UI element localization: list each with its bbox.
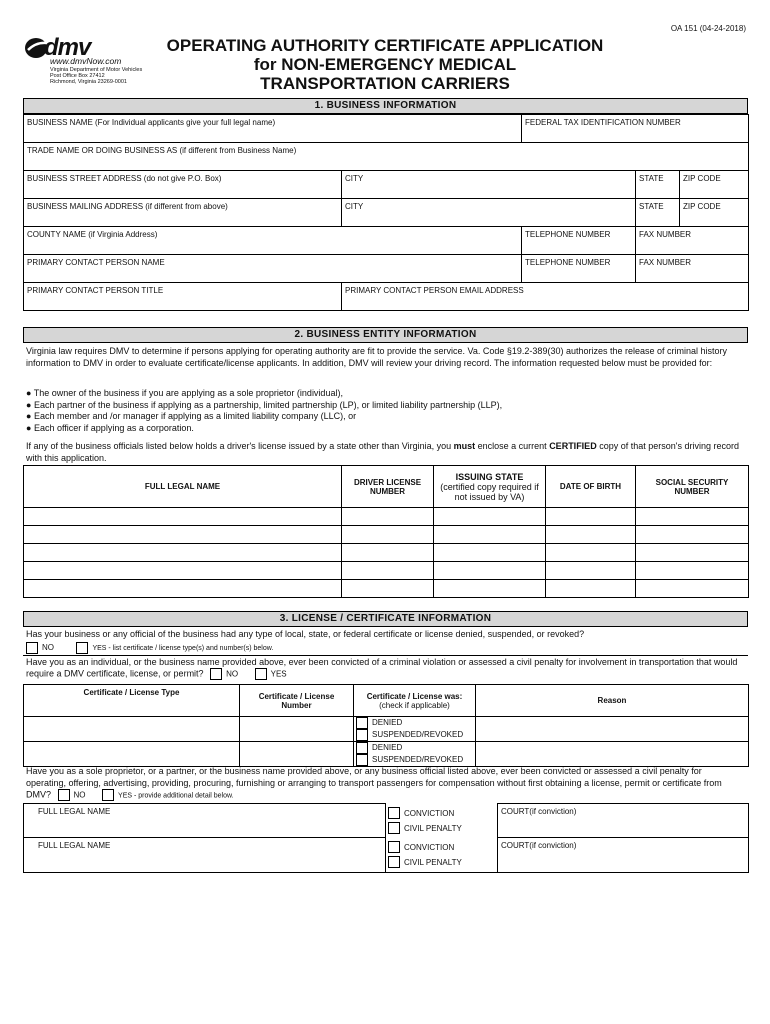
penalty-type-cell — [386, 804, 498, 838]
logo-word: dmv — [44, 34, 91, 61]
state-field[interactable]: STATE — [636, 171, 680, 199]
logo-line-3: Richmond, Virginia 23269-0001 — [50, 79, 127, 85]
certificate-was-label: Certificate / License was: — [366, 691, 463, 701]
bullet-text: Each member and /or manager if applying as a limited liability company (LLC), or — [33, 411, 357, 421]
col-certificate-number: Certificate / License Number — [240, 685, 354, 717]
note-text: If any of the business officials listed below holds a driver's license issued by a state other than Virginia, you — [26, 441, 454, 451]
conviction-table — [23, 803, 749, 873]
ssn-cell[interactable] — [636, 526, 749, 544]
table-row — [24, 742, 749, 767]
dob-cell[interactable] — [546, 526, 636, 544]
question-3-text: Have you as a sole proprietor, or a partner, or the business name provided above, or any business official listed above, ever been convicted or assessed a civil penalty for operating, offering, advertising, providing, procuring, furnishing or arranging to transport passengers for compensation without first obtaining a license, permit or certificate from DMV? — [26, 766, 722, 800]
note-text: enclose a current — [475, 441, 550, 451]
fein-field[interactable]: FEDERAL TAX IDENTIFICATION NUMBER — [522, 115, 749, 143]
q2-yes-checkbox[interactable] — [255, 668, 267, 680]
name-cell[interactable] — [24, 526, 342, 544]
divider — [23, 655, 748, 656]
table-row — [24, 838, 749, 873]
col-certificate-was — [354, 685, 476, 717]
col-ssn: SOCIAL SECURITY NUMBER — [636, 466, 749, 508]
note-certified: CERTIFIED — [549, 441, 597, 451]
contact-telephone-field[interactable]: TELEPHONE NUMBER — [522, 255, 636, 283]
dl-cell[interactable] — [342, 544, 434, 562]
business-name-field[interactable]: BUSINESS NAME (For Individual applicants give your full legal name) — [24, 115, 522, 143]
bullet-text: Each partner of the business if applying as a partnership, limited partnership (LP), or limited liability partnership (LLP), — [33, 399, 503, 410]
mailing-zip-field[interactable]: ZIP CODE — [680, 199, 749, 227]
dl-cell[interactable] — [342, 526, 434, 544]
denied-label: DENIED — [372, 718, 403, 728]
officials-table — [23, 465, 749, 598]
mailing-address-field[interactable]: BUSINESS MAILING ADDRESS (if different from above) — [24, 199, 342, 227]
q2-no-label: NO — [226, 669, 239, 679]
dob-cell[interactable] — [546, 562, 636, 580]
state-cell[interactable] — [434, 526, 546, 544]
issuing-state-label: ISSUING STATE — [455, 471, 524, 482]
q2-yes-label: YES — [270, 669, 287, 679]
dl-cell[interactable] — [342, 580, 434, 598]
logo-site: www.dmvNow.com — [50, 56, 122, 66]
section-1-heading: 1. BUSINESS INFORMATION — [23, 98, 748, 114]
conviction-checkbox[interactable] — [388, 807, 400, 819]
telephone-field[interactable]: TELEPHONE NUMBER — [522, 227, 636, 255]
suspended-label: SUSPENDED/REVOKED — [372, 730, 464, 740]
col-certificate-type: Certificate / License Type — [24, 685, 240, 717]
civil-penalty-label: CIVIL PENALTY — [404, 857, 462, 867]
bullet-text: Each officer if applying as a corporation. — [33, 422, 194, 433]
denied-checkbox[interactable] — [356, 742, 368, 754]
bullet-item: ● Each member and /or manager if applying as a limited liability company (LLC), or — [26, 411, 357, 421]
ssn-cell[interactable] — [636, 562, 749, 580]
county-field[interactable]: COUNTY NAME (if Virginia Address) — [24, 227, 522, 255]
question-3 — [26, 766, 744, 802]
denied-checkbox[interactable] — [356, 717, 368, 729]
reason-cell[interactable] — [476, 742, 749, 767]
contact-email-field[interactable]: PRIMARY CONTACT PERSON EMAIL ADDRESS — [342, 283, 749, 311]
number-cell[interactable] — [240, 717, 354, 742]
state-cell[interactable] — [434, 544, 546, 562]
logo-line-1: Virginia Department of Motor Vehicles — [50, 67, 143, 73]
full-legal-name-field[interactable]: FULL LEGAL NAME — [24, 804, 386, 838]
ssn-cell[interactable] — [636, 544, 749, 562]
mailing-state-field[interactable]: STATE — [636, 199, 680, 227]
form-number: OA 151 (04-24-2018) — [670, 24, 746, 33]
dl-cell[interactable] — [342, 562, 434, 580]
entity-bullet-list — [26, 388, 744, 434]
suspended-checkbox[interactable] — [356, 754, 368, 766]
suspended-label: SUSPENDED/REVOKED — [372, 755, 464, 765]
col-reason: Reason — [476, 685, 749, 717]
fax-field[interactable]: FAX NUMBER — [636, 227, 749, 255]
q3-yes-label: YES - provide additional detail below. — [118, 792, 234, 800]
conviction-checkbox[interactable] — [388, 841, 400, 853]
page-title — [150, 36, 620, 93]
col-driver-license: DRIVER LICENSE NUMBER — [342, 466, 434, 508]
table-row — [24, 562, 749, 580]
mailing-city-field[interactable]: CITY — [342, 199, 636, 227]
status-cell — [354, 742, 476, 767]
civil-penalty-label: CIVIL PENALTY — [404, 823, 462, 833]
note-must: must — [453, 441, 476, 451]
dob-cell[interactable] — [546, 580, 636, 598]
table-row — [24, 580, 749, 598]
table-row — [24, 544, 749, 562]
state-cell[interactable] — [434, 508, 546, 526]
dob-cell[interactable] — [546, 544, 636, 562]
q1-yes-checkbox[interactable] — [76, 642, 88, 654]
conviction-label: CONVICTION — [404, 842, 455, 852]
question-1-options — [26, 642, 744, 655]
court-field[interactable]: COURT(if conviction) — [498, 804, 749, 838]
col-issuing-state — [434, 466, 546, 508]
name-cell[interactable] — [24, 508, 342, 526]
business-info-table — [23, 114, 749, 311]
ssn-cell[interactable] — [636, 580, 749, 598]
civil-penalty-checkbox[interactable] — [388, 856, 400, 868]
dob-cell[interactable] — [546, 508, 636, 526]
city-field[interactable]: CITY — [342, 171, 636, 199]
bullet-text: The owner of the business if you are applying as a sole proprietor (individual), — [33, 388, 343, 398]
full-legal-name-field[interactable]: FULL LEGAL NAME — [24, 838, 386, 873]
bullet-item: ● The owner of the business if you are applying as a sole proprietor (individual), — [26, 388, 343, 398]
trade-name-field[interactable]: TRADE NAME OR DOING BUSINESS AS (if different from Business Name) — [24, 143, 749, 171]
name-cell[interactable] — [24, 562, 342, 580]
issuing-state-note: (certified copy required if not issued by VA) — [440, 481, 539, 502]
bullet-item: ● Each partner of the business if applying as a partnership, limited partnership (LP), or limited liability partnership (LLP), — [26, 399, 503, 410]
q1-no-label: NO — [42, 643, 54, 653]
number-cell[interactable] — [240, 742, 354, 767]
question-1: Has your business or any official of the business had any type of local, state, or federal certificate or license denied, suspended, or revoked? — [26, 629, 585, 639]
dl-cell[interactable] — [342, 508, 434, 526]
q3-no-label: NO — [73, 790, 86, 800]
contact-title-field[interactable]: PRIMARY CONTACT PERSON TITLE — [24, 283, 342, 311]
q2-no-checkbox[interactable] — [210, 668, 222, 680]
penalty-type-cell — [386, 838, 498, 873]
name-cell[interactable] — [24, 544, 342, 562]
title-line-1: OPERATING AUTHORITY CERTIFICATE APPLICATION — [166, 36, 604, 55]
title-line-2: for NON-EMERGENCY MEDICAL — [253, 55, 517, 74]
question-2-text: Have you as an individual, or the business name provided above, ever been convicted of a criminal violation or assessed a civil penalty for involvement in transportation that would require a DMV certificate, license, or permit? — [26, 657, 738, 679]
street-address-field[interactable]: BUSINESS STREET ADDRESS (do not give P.O. Box) — [24, 171, 342, 199]
q1-yes-label: YES - list certificate / license type(s) and number(s) below. — [92, 645, 274, 653]
conviction-label: CONVICTION — [404, 808, 455, 818]
table-row — [24, 717, 749, 742]
civil-penalty-checkbox[interactable] — [388, 822, 400, 834]
certificate-was-note: (check if applicable) — [379, 700, 450, 710]
license-table — [23, 684, 749, 767]
col-date-of-birth: DATE OF BIRTH — [546, 466, 636, 508]
question-2 — [26, 657, 744, 680]
state-cell[interactable] — [434, 562, 546, 580]
driving-record-note — [26, 441, 744, 464]
title-line-3: TRANSPORTATION CARRIERS — [260, 74, 510, 93]
note-text: copy of that person's driving record with this application. — [26, 441, 739, 463]
state-cell[interactable] — [434, 580, 546, 598]
name-cell[interactable] — [24, 580, 342, 598]
table-row — [24, 508, 749, 526]
type-cell[interactable] — [24, 742, 240, 767]
type-cell[interactable] — [24, 717, 240, 742]
table-row — [24, 526, 749, 544]
court-field[interactable]: COURT(if conviction) — [498, 838, 749, 873]
reason-cell[interactable] — [476, 717, 749, 742]
logo-line-2: Post Office Box 27412 — [50, 73, 105, 79]
section-2-intro: Virginia law requires DMV to determine if persons applying for operating authority are fit to provide the service. Va. Code §19.2-389(30) authorizes the release of criminal history information to DMV in order to evaluate certificate/license applicants. In addition, DMV will review your driving record. The information requested below must be provided for: — [26, 346, 728, 368]
status-cell — [354, 717, 476, 742]
denied-label: DENIED — [372, 743, 403, 753]
contact-fax-field[interactable]: FAX NUMBER — [636, 255, 749, 283]
ssn-cell[interactable] — [636, 508, 749, 526]
bullet-item: ● Each officer if applying as a corporation. — [26, 422, 194, 433]
contact-name-field[interactable]: PRIMARY CONTACT PERSON NAME — [24, 255, 522, 283]
section-3-heading: 3. LICENSE / CERTIFICATE INFORMATION — [23, 611, 748, 627]
q3-yes-checkbox[interactable] — [102, 789, 114, 801]
col-full-legal-name: FULL LEGAL NAME — [24, 466, 342, 508]
table-row — [24, 804, 749, 838]
q1-no-checkbox[interactable] — [26, 642, 38, 654]
section-2-heading: 2. BUSINESS ENTITY INFORMATION — [23, 327, 748, 343]
zip-field[interactable]: ZIP CODE — [680, 171, 749, 199]
suspended-checkbox[interactable] — [356, 729, 368, 741]
q3-no-checkbox[interactable] — [58, 789, 70, 801]
